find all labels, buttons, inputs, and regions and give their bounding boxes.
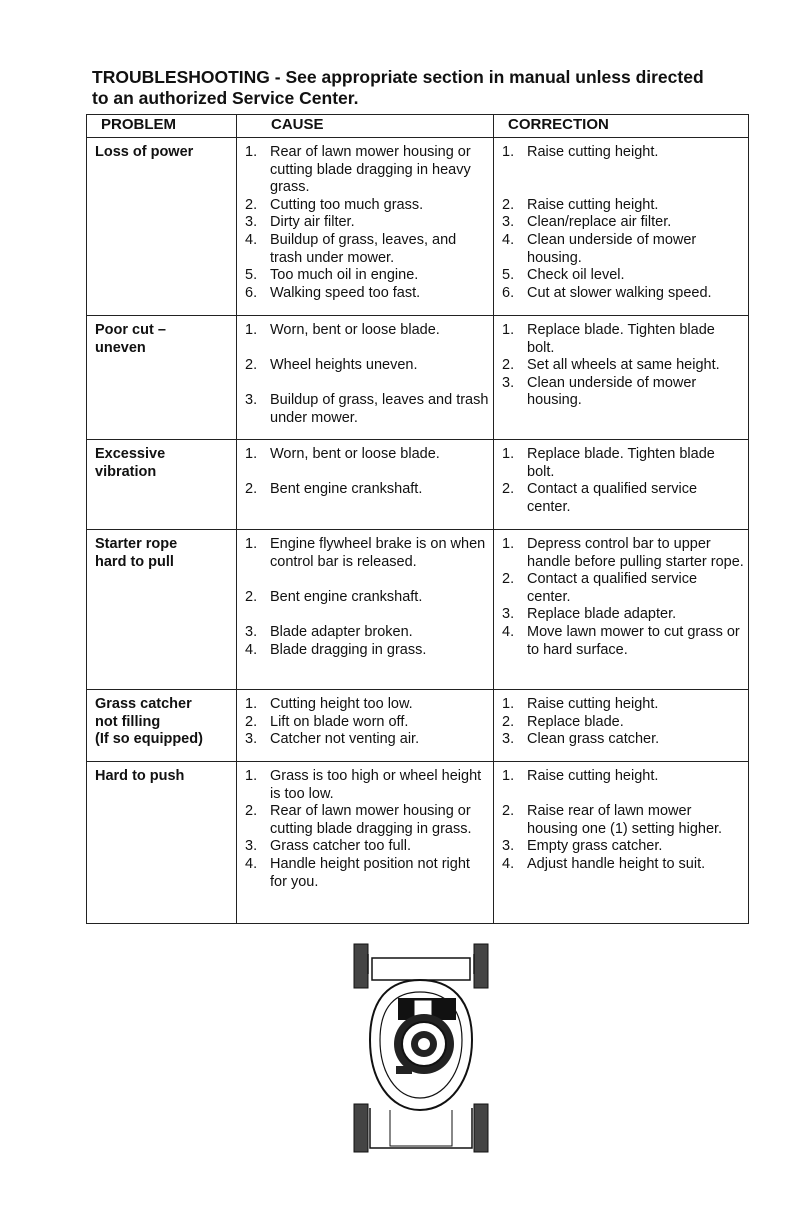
cause-item: 2. Bent engine crankshaft. [245, 588, 423, 605]
correction-item: 1. Raise cutting height. [502, 696, 659, 712]
cause-item: 2. Rear of lawn mower housing or cutting blade dragging in grass. [245, 803, 472, 837]
problem-cell [87, 690, 237, 762]
problem-text: Hard to push [95, 768, 185, 784]
engine-center [418, 1038, 430, 1050]
cause-item: 2. Lift on blade worn off. [245, 713, 409, 730]
problem-cell [87, 316, 237, 440]
cause-item: 6. Walking speed too fast. [245, 284, 421, 301]
correction-cell [494, 762, 749, 924]
cause-item: 2. Wheel heights uneven. [245, 357, 418, 374]
title-line-1: TROUBLESHOOTING - See appropriate section in manual unless directed [92, 67, 704, 87]
cause-item: 1. Engine flywheel brake is on when control bar is released. [245, 536, 486, 570]
engine-muffler [396, 1066, 412, 1074]
correction-item: 3. Clean underside of mower housing. [502, 374, 697, 409]
table-row [87, 690, 749, 762]
rear-frame [370, 1108, 472, 1148]
problem-cell [87, 440, 237, 530]
cause-item: 2. Bent engine crankshaft. [245, 481, 423, 498]
correction-item: 3. Empty grass catcher. [502, 838, 663, 855]
title-line-2: to an authorized Service Center. [92, 88, 359, 108]
table-row [87, 138, 749, 316]
problem-text: not filling [95, 713, 161, 730]
correction-cell [494, 530, 749, 690]
problem-text: Excessive [95, 446, 166, 462]
correction-item: 2. Contact a qualified service center. [502, 571, 698, 605]
table-row [87, 530, 749, 690]
problem-cell [87, 138, 237, 316]
correction-item: 2. Raise rear of lawn mower housing one (1) setting higher. [502, 803, 723, 837]
front-left-wheel [354, 944, 368, 988]
correction-item: 1. Raise cutting height. [502, 144, 659, 160]
correction-item: 6. Cut at slower walking speed. [502, 284, 712, 301]
correction-item: 3. Replace blade adapter. [502, 606, 677, 623]
correction-item: 1. Replace blade. Tighten blade bolt. [502, 446, 715, 480]
cause-item: 4. Handle height position not right for you. [245, 855, 470, 890]
problem-text: uneven [95, 339, 146, 356]
table-row [87, 316, 749, 440]
lawn-mower-illustration [340, 940, 496, 1156]
cause-item: 1. Cutting height too low. [245, 696, 413, 712]
problem-text: Starter rope [95, 536, 178, 552]
correction-item: 2. Raise cutting height. [502, 196, 659, 213]
cause-item: 3. Buildup of grass, leaves and trash under mower. [245, 392, 489, 426]
correction-item: 3. Clean/replace air filter. [502, 214, 672, 231]
engine-fuel-cap [414, 1000, 432, 1016]
cause-item: 3. Catcher not venting air. [245, 731, 420, 748]
cause-item: 1. Worn, bent or loose blade. [245, 322, 440, 338]
problem-text: vibration [95, 463, 157, 480]
correction-item: 3. Clean grass catcher. [502, 731, 660, 748]
correction-cell [494, 138, 749, 316]
front-bumper [368, 954, 474, 980]
correction-item: 1. Raise cutting height. [502, 768, 659, 784]
problem-text: Loss of power [95, 144, 194, 160]
rear-shield [390, 1110, 452, 1146]
cause-item: 1. Grass is too high or wheel height is too low. [245, 768, 482, 802]
table-row [87, 440, 749, 530]
page-title [92, 67, 762, 109]
cause-item: 1. Rear of lawn mower housing or cutting blade dragging in heavy grass. [245, 144, 471, 196]
correction-item: 1. Replace blade. Tighten blade bolt. [502, 322, 715, 356]
correction-cell [494, 690, 749, 762]
correction-item: 5. Check oil level. [502, 267, 625, 284]
cause-item: 5. Too much oil in engine. [245, 267, 419, 284]
cause-item: 1. Worn, bent or loose blade. [245, 446, 440, 462]
correction-item: 4. Move lawn mower to cut grass or to hard surface. [502, 623, 740, 658]
problem-text: Poor cut – [95, 322, 166, 338]
problem-text: (If so equipped) [95, 731, 203, 748]
troubleshooting-table [86, 114, 749, 924]
correction-cell [494, 316, 749, 440]
cause-header: CAUSE [237, 115, 494, 138]
table-row [87, 762, 749, 924]
problem-cell [87, 762, 237, 924]
cause-item: 4. Buildup of grass, leaves, and trash under mower. [245, 231, 457, 266]
cause-item: 3. Blade adapter broken. [245, 623, 413, 640]
correction-item: 2. Replace blade. [502, 713, 624, 730]
rear-right-wheel [474, 1104, 488, 1152]
cause-cell [237, 530, 494, 690]
rear-left-wheel [354, 1104, 368, 1152]
correction-header: CORRECTION [494, 115, 749, 138]
correction-cell [494, 440, 749, 530]
cause-cell [237, 690, 494, 762]
cause-item: 2. Cutting too much grass. [245, 196, 424, 213]
problem-header: PROBLEM [87, 115, 237, 138]
cause-cell [237, 138, 494, 316]
cause-item: 4. Blade dragging in grass. [245, 641, 427, 658]
correction-item: 4. Adjust handle height to suit. [502, 855, 706, 872]
header-row [87, 115, 749, 138]
cause-item: 3. Dirty air filter. [245, 214, 355, 231]
correction-item: 4. Clean underside of mower housing. [502, 231, 697, 266]
problem-cell [87, 530, 237, 690]
problem-text: hard to pull [95, 553, 174, 570]
cause-cell [237, 440, 494, 530]
correction-item: 2. Contact a qualified service center. [502, 481, 698, 515]
front-right-wheel [474, 944, 488, 988]
cause-cell [237, 316, 494, 440]
correction-item: 2. Set all wheels at same height. [502, 357, 720, 374]
cause-cell [237, 762, 494, 924]
correction-item: 1. Depress control bar to upper handle before pulling starter rope. [502, 536, 744, 570]
problem-text: Grass catcher [95, 696, 192, 712]
cause-item: 3. Grass catcher too full. [245, 838, 412, 855]
